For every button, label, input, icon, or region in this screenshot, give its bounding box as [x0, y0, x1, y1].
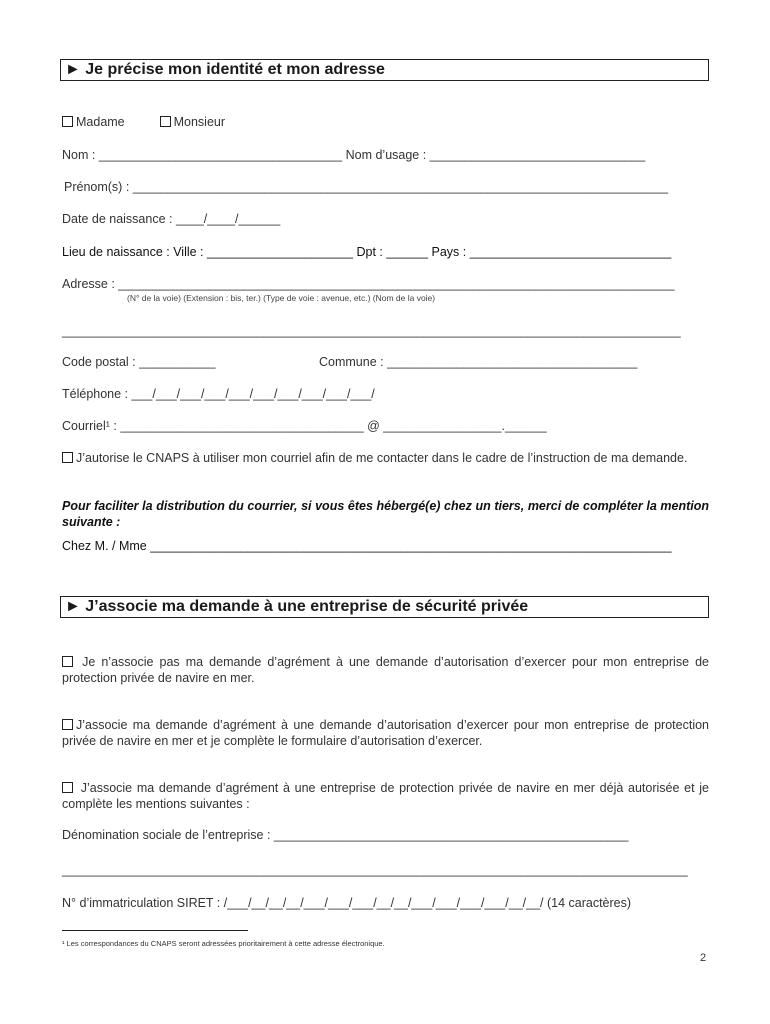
telephone-field[interactable]: Téléphone : ___/___/___/___/___/___/___/___/___/___/ — [62, 387, 375, 401]
page-number: 2 — [700, 952, 707, 964]
footnote-text: ¹ Les correspondances du CNAPS seront adressées prioritairement à cette adresse électronique. — [62, 939, 385, 948]
option-3-checkbox[interactable] — [62, 782, 73, 793]
madame-checkbox[interactable] — [62, 116, 73, 127]
consent-checkbox[interactable] — [62, 452, 73, 463]
denomination-field-2[interactable]: __________________________________________________________________________________________ — [62, 863, 688, 877]
option-2-checkbox[interactable] — [62, 719, 73, 730]
option-2-text: J’associe ma demande d’agrément à une demande d’autorisation d’exercer pour mon entreprise de protection privée de navire en mer et je complète le formulaire d’autorisation d’exercer. — [62, 718, 709, 748]
section-identity-title: ► Je précise mon identité et mon adresse — [65, 61, 385, 78]
chez-field[interactable]: Chez M. / Mme ___________________________________________________________________________ — [62, 539, 672, 553]
madame-label: Madame — [76, 115, 125, 129]
denomination-field[interactable]: Dénomination sociale de l’entreprise : ___________________________________________________ — [62, 828, 629, 842]
adresse-hint: (N° de la voie) (Extension : bis, ter.) (Type de voie : avenue, etc.) (Nom de la voie) — [127, 293, 436, 303]
consent-paragraph — [62, 450, 709, 466]
nom-field[interactable]: Nom : ___________________________________ Nom d’usage : _______________________________ — [62, 148, 646, 162]
prenom-field[interactable]: Prénom(s) : _____________________________________________________________________________ — [64, 180, 669, 194]
adresse-field[interactable]: Adresse : ________________________________________________________________________________ — [62, 277, 675, 291]
section-identity-header — [60, 59, 709, 81]
section-entreprise-title: ► J’associe ma demande à une entreprise de sécurité privée — [65, 598, 529, 615]
option-1-checkbox[interactable] — [62, 656, 73, 667]
footnote-divider — [62, 930, 248, 931]
hebergement-note: Pour faciliter la distribution du courrier, si vous êtes hébergé(e) chez un tiers, merci de compléter la mention suivante : — [62, 499, 709, 529]
civility-row — [62, 115, 225, 130]
option-1-text: Je n’associe pas ma demande d’agrément à une demande d’autorisation d’exercer pour mon entreprise de protection privée de navire en mer. — [62, 655, 709, 685]
option-3-text: J’associe ma demande d’agrément à une entreprise de protection privée de navire en mer déjà autorisée et je complète les mentions suivantes : — [62, 781, 709, 811]
lieu-naissance-field[interactable]: Lieu de naissance : Ville : _____________________ Dpt : ______ Pays : _____________________________ — [62, 245, 672, 259]
section-entreprise-header — [60, 596, 709, 618]
option-2 — [62, 717, 709, 749]
commune-field[interactable]: Commune : ____________________________________ — [319, 355, 638, 369]
monsieur-label: Monsieur — [173, 115, 226, 129]
courriel-field[interactable]: Courriel¹ : ___________________________________ @ _________________.______ — [62, 419, 547, 433]
adresse-field-2[interactable]: _________________________________________________________________________________________ — [62, 324, 681, 338]
monsieur-checkbox[interactable] — [160, 116, 171, 127]
option-1 — [62, 654, 709, 686]
date-naissance-field[interactable]: Date de naissance : ____/____/______ — [62, 212, 281, 226]
code-postal-field[interactable]: Code postal : ___________ — [62, 355, 216, 369]
option-3 — [62, 780, 709, 812]
consent-text: J’autorise le CNAPS à utiliser mon courriel afin de me contacter dans le cadre de l’instruction de ma demande. — [76, 451, 688, 465]
siret-field[interactable]: N° d’immatriculation SIRET : /___/__/__/__/___/___/___/__/__/___/___/___/___/__/__/ (14 caractères) — [62, 896, 632, 910]
